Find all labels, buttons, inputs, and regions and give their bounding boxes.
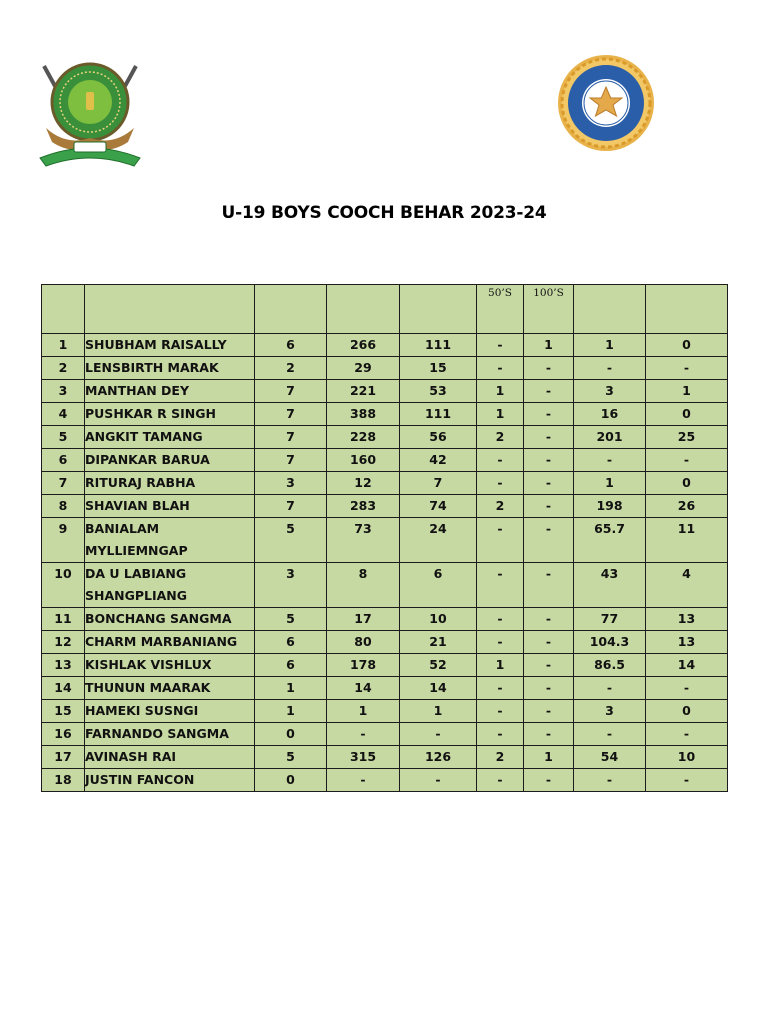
stat-cell: 1 bbox=[574, 334, 646, 357]
serial-cell: 3 bbox=[42, 380, 85, 403]
stat-cell: - bbox=[524, 380, 574, 403]
stat-cell: - bbox=[477, 631, 524, 654]
table-row bbox=[42, 631, 728, 654]
stat-cell: 54 bbox=[574, 746, 646, 769]
stat-cell: 80 bbox=[327, 631, 400, 654]
stat-cell: 14 bbox=[646, 654, 728, 677]
stat-cell: 52 bbox=[400, 654, 477, 677]
player-stats-table bbox=[41, 284, 728, 792]
stat-cell: 16 bbox=[574, 403, 646, 426]
stat-cell: 7 bbox=[255, 495, 327, 518]
stat-cell: 0 bbox=[646, 403, 728, 426]
stat-cell: 15 bbox=[400, 357, 477, 380]
player-name-cell: ANGKIT TAMANG bbox=[85, 426, 255, 449]
stat-cell: 315 bbox=[327, 746, 400, 769]
stat-cell: 198 bbox=[574, 495, 646, 518]
stat-cell: 43 bbox=[574, 563, 646, 608]
stat-cell: 0 bbox=[646, 334, 728, 357]
table-row bbox=[42, 677, 728, 700]
stat-cell: - bbox=[646, 723, 728, 746]
serial-cell: 9 bbox=[42, 518, 85, 563]
player-name-cell: RITURAJ RABHA bbox=[85, 472, 255, 495]
stat-cell: 0 bbox=[646, 472, 728, 495]
stat-cell: 29 bbox=[327, 357, 400, 380]
stat-cell: - bbox=[524, 654, 574, 677]
stat-cell: - bbox=[524, 426, 574, 449]
stat-cell: 42 bbox=[400, 449, 477, 472]
stat-cell: - bbox=[477, 563, 524, 608]
player-name-cell: HAMEKI SUSNGI bbox=[85, 700, 255, 723]
stat-cell: - bbox=[524, 723, 574, 746]
stat-cell: 111 bbox=[400, 403, 477, 426]
stat-cell: 10 bbox=[400, 608, 477, 631]
stat-cell: 178 bbox=[327, 654, 400, 677]
serial-cell: 13 bbox=[42, 654, 85, 677]
stat-cell: - bbox=[477, 723, 524, 746]
stat-cell: 1 bbox=[524, 334, 574, 357]
table-row bbox=[42, 426, 728, 449]
stat-cell: 3 bbox=[574, 380, 646, 403]
table-row bbox=[42, 723, 728, 746]
serial-cell: 10 bbox=[42, 563, 85, 608]
table-row bbox=[42, 334, 728, 357]
table-row bbox=[42, 403, 728, 426]
serial-cell: 14 bbox=[42, 677, 85, 700]
stat-cell: - bbox=[524, 769, 574, 792]
stat-cell: - bbox=[574, 357, 646, 380]
serial-cell: 8 bbox=[42, 495, 85, 518]
stat-cell: - bbox=[524, 357, 574, 380]
stat-cell: 1 bbox=[400, 700, 477, 723]
header-cell-100s: 100’S bbox=[524, 285, 574, 334]
stat-cell: - bbox=[574, 769, 646, 792]
stat-cell: 1 bbox=[477, 380, 524, 403]
stat-cell: 73 bbox=[327, 518, 400, 563]
header-cell bbox=[42, 285, 85, 334]
serial-cell: 5 bbox=[42, 426, 85, 449]
serial-cell: 6 bbox=[42, 449, 85, 472]
stat-cell: 21 bbox=[400, 631, 477, 654]
stat-cell: 74 bbox=[400, 495, 477, 518]
stat-cell: 13 bbox=[646, 631, 728, 654]
cricket-association-emblem-icon bbox=[36, 58, 144, 170]
stat-cell: 1 bbox=[574, 472, 646, 495]
stat-cell: 10 bbox=[646, 746, 728, 769]
stat-cell: - bbox=[646, 357, 728, 380]
stat-cell: 3 bbox=[255, 472, 327, 495]
stat-cell: 14 bbox=[327, 677, 400, 700]
stat-cell: 2 bbox=[477, 426, 524, 449]
stat-cell: 283 bbox=[327, 495, 400, 518]
stat-cell: - bbox=[477, 357, 524, 380]
header-cell bbox=[85, 285, 255, 334]
stat-cell: 13 bbox=[646, 608, 728, 631]
stat-cell: 7 bbox=[255, 403, 327, 426]
stat-cell: 5 bbox=[255, 608, 327, 631]
stat-cell: 7 bbox=[255, 449, 327, 472]
stat-cell: - bbox=[574, 449, 646, 472]
stat-cell: 221 bbox=[327, 380, 400, 403]
serial-cell: 16 bbox=[42, 723, 85, 746]
stat-cell: 77 bbox=[574, 608, 646, 631]
player-name-cell: JUSTIN FANCON bbox=[85, 769, 255, 792]
stat-cell: 201 bbox=[574, 426, 646, 449]
stat-cell: 1 bbox=[327, 700, 400, 723]
stat-cell: - bbox=[477, 769, 524, 792]
stat-cell: 1 bbox=[646, 380, 728, 403]
player-name-cell: BANIALAM MYLLIEMNGAP bbox=[85, 518, 255, 563]
stat-cell: 11 bbox=[646, 518, 728, 563]
player-name-cell: FARNANDO SANGMA bbox=[85, 723, 255, 746]
stat-cell: 6 bbox=[400, 563, 477, 608]
bcci-logo-icon bbox=[550, 53, 662, 153]
stat-cell: 12 bbox=[327, 472, 400, 495]
stat-cell: - bbox=[477, 700, 524, 723]
stat-cell: - bbox=[524, 631, 574, 654]
stat-cell: 228 bbox=[327, 426, 400, 449]
stat-cell: - bbox=[524, 608, 574, 631]
stat-cell: 3 bbox=[255, 563, 327, 608]
stat-cell: 4 bbox=[646, 563, 728, 608]
table-row bbox=[42, 495, 728, 518]
table-row bbox=[42, 654, 728, 677]
stat-cell: 1 bbox=[524, 746, 574, 769]
stat-cell: 65.7 bbox=[574, 518, 646, 563]
stat-cell: - bbox=[574, 723, 646, 746]
table-row bbox=[42, 449, 728, 472]
stat-cell: - bbox=[524, 472, 574, 495]
stat-cell: - bbox=[524, 449, 574, 472]
stat-cell: 24 bbox=[400, 518, 477, 563]
stat-cell: 25 bbox=[646, 426, 728, 449]
header-cell bbox=[327, 285, 400, 334]
stat-cell: 1 bbox=[477, 654, 524, 677]
header-cell bbox=[574, 285, 646, 334]
header-cell bbox=[255, 285, 327, 334]
stat-cell: 8 bbox=[327, 563, 400, 608]
stat-cell: 0 bbox=[255, 769, 327, 792]
stat-cell: 5 bbox=[255, 518, 327, 563]
stat-cell: - bbox=[524, 700, 574, 723]
table-row bbox=[42, 357, 728, 380]
header-row bbox=[42, 285, 728, 334]
stat-cell: 7 bbox=[255, 426, 327, 449]
player-name-cell: DIPANKAR BARUA bbox=[85, 449, 255, 472]
player-name-cell: MANTHAN DEY bbox=[85, 380, 255, 403]
stat-cell: 111 bbox=[400, 334, 477, 357]
player-name-cell: LENSBIRTH MARAK bbox=[85, 357, 255, 380]
player-name-cell: BONCHANG SANGMA bbox=[85, 608, 255, 631]
stat-cell: - bbox=[574, 677, 646, 700]
stat-cell: - bbox=[524, 677, 574, 700]
table-row bbox=[42, 472, 728, 495]
stat-cell: 6 bbox=[255, 654, 327, 677]
stat-cell: 5 bbox=[255, 746, 327, 769]
stat-cell: - bbox=[477, 608, 524, 631]
stat-cell: 7 bbox=[400, 472, 477, 495]
stat-cell: 0 bbox=[255, 723, 327, 746]
stat-cell: 1 bbox=[255, 677, 327, 700]
serial-cell: 7 bbox=[42, 472, 85, 495]
header-cell-50s: 50’S bbox=[477, 285, 524, 334]
stat-cell: - bbox=[327, 769, 400, 792]
serial-cell: 2 bbox=[42, 357, 85, 380]
stat-cell: - bbox=[524, 403, 574, 426]
stat-cell: 160 bbox=[327, 449, 400, 472]
header-cell bbox=[400, 285, 477, 334]
serial-cell: 1 bbox=[42, 334, 85, 357]
player-name-cell: SHAVIAN BLAH bbox=[85, 495, 255, 518]
stat-cell: 1 bbox=[255, 700, 327, 723]
table-row bbox=[42, 769, 728, 792]
serial-cell: 15 bbox=[42, 700, 85, 723]
serial-cell: 17 bbox=[42, 746, 85, 769]
table-row bbox=[42, 563, 728, 608]
player-name-cell: DA U LABIANG SHANGPLIANG bbox=[85, 563, 255, 608]
stat-cell: 26 bbox=[646, 495, 728, 518]
stat-cell: - bbox=[646, 677, 728, 700]
player-name-cell: CHARM MARBANIANG bbox=[85, 631, 255, 654]
stat-cell: - bbox=[477, 472, 524, 495]
stat-cell: 56 bbox=[400, 426, 477, 449]
stat-cell: 126 bbox=[400, 746, 477, 769]
stat-cell: 53 bbox=[400, 380, 477, 403]
page-title: U-19 BOYS COOCH BEHAR 2023-24 bbox=[221, 203, 547, 223]
stat-cell: 104.3 bbox=[574, 631, 646, 654]
stat-cell: 7 bbox=[255, 380, 327, 403]
stat-cell: 86.5 bbox=[574, 654, 646, 677]
player-name-cell: THUNUN MAARAK bbox=[85, 677, 255, 700]
table-row bbox=[42, 518, 728, 563]
serial-cell: 11 bbox=[42, 608, 85, 631]
stat-cell: 388 bbox=[327, 403, 400, 426]
player-name-cell: AVINASH RAI bbox=[85, 746, 255, 769]
stat-cell: - bbox=[400, 723, 477, 746]
player-name-cell: PUSHKAR R SINGH bbox=[85, 403, 255, 426]
stat-cell: 6 bbox=[255, 334, 327, 357]
stat-cell: - bbox=[477, 677, 524, 700]
stat-cell: 3 bbox=[574, 700, 646, 723]
stat-cell: 17 bbox=[327, 608, 400, 631]
stat-cell: - bbox=[327, 723, 400, 746]
stat-cell: - bbox=[524, 495, 574, 518]
stat-cell: 1 bbox=[477, 403, 524, 426]
table-row bbox=[42, 700, 728, 723]
serial-cell: 4 bbox=[42, 403, 85, 426]
stat-cell: - bbox=[646, 769, 728, 792]
stat-cell: - bbox=[524, 563, 574, 608]
stat-cell: 2 bbox=[477, 746, 524, 769]
stat-cell: 2 bbox=[477, 495, 524, 518]
stat-cell: 14 bbox=[400, 677, 477, 700]
stat-cell: 6 bbox=[255, 631, 327, 654]
stat-cell: - bbox=[400, 769, 477, 792]
table-row bbox=[42, 608, 728, 631]
stat-cell: 266 bbox=[327, 334, 400, 357]
table-row bbox=[42, 746, 728, 769]
stat-cell: - bbox=[477, 518, 524, 563]
table-row bbox=[42, 380, 728, 403]
stat-cell: 2 bbox=[255, 357, 327, 380]
serial-cell: 18 bbox=[42, 769, 85, 792]
serial-cell: 12 bbox=[42, 631, 85, 654]
stat-cell: - bbox=[524, 518, 574, 563]
stat-cell: - bbox=[477, 449, 524, 472]
stat-cell: - bbox=[477, 334, 524, 357]
header-cell bbox=[646, 285, 728, 334]
player-name-cell: SHUBHAM RAISALLY bbox=[85, 334, 255, 357]
stat-cell: 0 bbox=[646, 700, 728, 723]
stat-cell: - bbox=[646, 449, 728, 472]
player-name-cell: KISHLAK VISHLUX bbox=[85, 654, 255, 677]
